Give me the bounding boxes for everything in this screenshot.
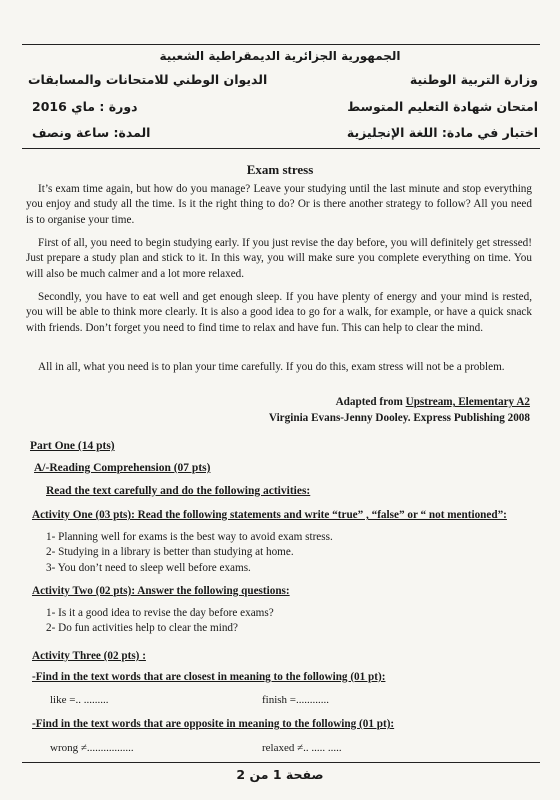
opposite-item-relaxed: relaxed ≠.. ..... .....: [262, 742, 342, 754]
paragraph-1: It’s exam time again, but how do you manage? Leave your studying until the last minute and stop everything you enjoy and study all the time. Is it the right thing to do? Or is there another strategy to follow? All you need is to organise your time.: [26, 183, 532, 226]
paragraph-3: Secondly, you have to eat well and get enough sleep. If you have plenty of energy and your mind is rested, you will be able to think more clearly. It is also a good idea to go for a walk, for example, or have a quick snack with friends. Don’t forget you need to find time to relax and have fun. This can help to clear the mind.: [26, 291, 532, 334]
header-bottom-rule: [22, 148, 540, 149]
synonyms-instruction: -Find in the text words that are closest in meaning to the following (01 pt):: [32, 671, 386, 683]
top-rule: [22, 44, 540, 45]
paragraph-4: All in all, what you need is to plan your time carefully. If you do this, exam stress will not be a problem.: [38, 361, 505, 373]
instruction-line: Read the text carefully and do the following activities:: [46, 485, 311, 497]
source-prefix: Adapted from: [335, 396, 406, 408]
activity-two-list: [46, 606, 274, 637]
text-title: Exam stress: [246, 162, 314, 177]
synonym-item-finish: finish =............: [262, 694, 330, 706]
exam-label: امتحان شهادة التعليم المتوسط: [347, 99, 538, 114]
office-label: الديوان الوطني للامتحانات والمسابقات: [28, 72, 268, 87]
source-line: [336, 396, 530, 408]
part-one-title: Part One (14 pts): [30, 440, 115, 452]
list-item: 1- Planning well for exams is the best way to avoid exam stress.: [46, 531, 333, 543]
reading-section-title: A/-Reading Comprehension (07 pts): [34, 462, 211, 474]
activity-one-list: [46, 530, 333, 576]
footer-rule: [22, 762, 540, 763]
list-item: 2- Do fun activities help to clear the mind?: [46, 622, 238, 635]
list-item: 1- Is it a good idea to revise the day before exams?: [46, 607, 274, 619]
source-title: Upstream, Elementary A2: [405, 396, 530, 408]
activity-three-title: Activity Three (02 pts) :: [32, 650, 146, 662]
duration-label: المدة: ساعة ونصف: [32, 125, 151, 140]
source-authors: Virginia Evans-Jenny Dooley. Express Publishing 2008: [268, 412, 530, 424]
opposites-instruction: -Find in the text words that are opposite in meaning to the following (01 pt):: [32, 718, 395, 730]
list-item: 3- You don’t need to sleep well before exams.: [46, 561, 251, 574]
ministry-label: وزارة التربية الوطنية: [409, 72, 538, 87]
opposite-item-wrong: wrong ≠.................: [50, 742, 134, 754]
synonym-item-like: like =.. .........: [50, 694, 109, 706]
page-number: صفحة 1 من 2: [236, 767, 324, 782]
activity-two-title: Activity Two (02 pts): Answer the following questions:: [32, 585, 290, 597]
session-label: دورة : ماي 2016: [32, 99, 138, 114]
paragraph-2: First of all, you need to begin studying early. If you just revise the day before, you will definitely get stressed! Just prepare a study plan and stick to it. In this way, you will make sure you complete everything on time. You will also be much calmer and a lot more relaxed.: [26, 237, 532, 280]
activity-one-title: Activity One (03 pts): Read the following statements and write “true” , “false” or “ not mentioned”:: [32, 509, 507, 521]
subject-label: اختبار في مادة: اللغة الإنجليزية: [346, 125, 538, 140]
republic-heading: الجمهورية الجزائرية الديمقراطية الشعبية: [159, 49, 401, 63]
list-item: 2- Studying in a library is better than studying at home.: [46, 546, 294, 559]
